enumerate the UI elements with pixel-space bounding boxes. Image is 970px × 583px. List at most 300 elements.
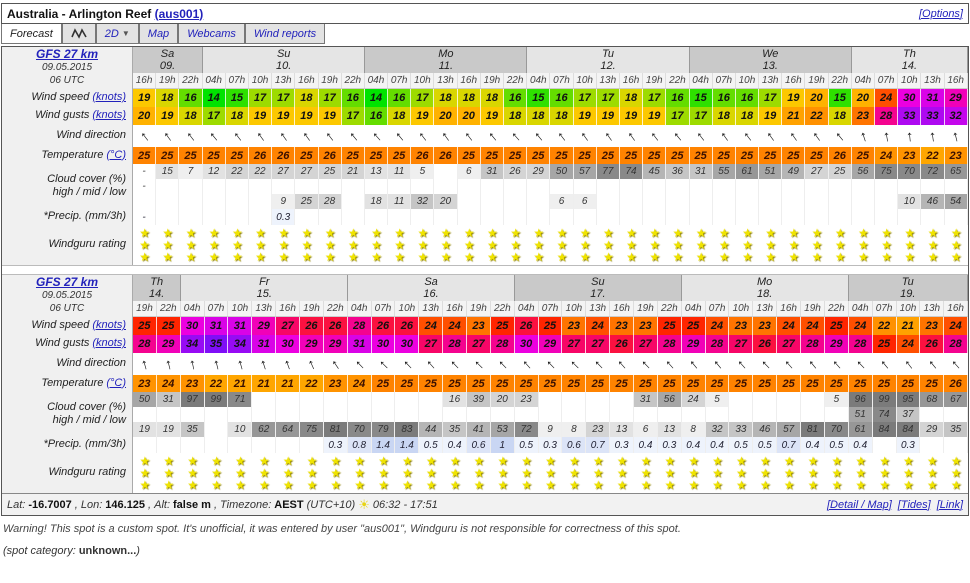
temperature-cell: 25 [852, 147, 875, 164]
wind-direction-arrow-icon: ↑ [589, 355, 607, 373]
rating-cell [777, 453, 801, 493]
hour-header-row [133, 301, 968, 317]
temperature-cell: 25 [491, 375, 515, 392]
cloud-low-cell: 57 [777, 422, 801, 437]
wind-direction-cell [515, 353, 539, 375]
rating-stars [533, 227, 544, 263]
star-icon: ★ [354, 478, 366, 492]
tab-graph[interactable] [62, 24, 96, 44]
rating-stars [307, 455, 318, 491]
tab-map[interactable]: Map [139, 24, 178, 44]
star-icon: ★ [926, 466, 938, 480]
precip-cell [179, 209, 202, 225]
tab-webcams[interactable]: Webcams [178, 24, 245, 44]
cloud-mid-cell [753, 407, 777, 422]
star-icon: ★ [831, 478, 843, 492]
star-icon: ★ [162, 226, 174, 240]
star-icon: ★ [231, 250, 243, 264]
rating-cell [342, 225, 365, 265]
rating-cell [597, 225, 620, 265]
wind-direction-cell [504, 125, 527, 147]
star-icon: ★ [626, 226, 637, 240]
wind-gusts-cell: 34 [181, 335, 205, 353]
precip-label [2, 436, 132, 452]
precip-cell [342, 209, 365, 225]
rating-stars [951, 455, 962, 491]
precip-cell: - [133, 209, 156, 225]
star-icon: ★ [602, 226, 614, 240]
hour-cell: 13h [759, 73, 782, 88]
cloud-mid-cell [829, 179, 852, 194]
rating-stars [858, 227, 869, 263]
hour-cell: 16h [777, 301, 801, 316]
precip-cell [920, 437, 944, 453]
link-link[interactable]: [Link] [936, 498, 963, 511]
wind-speed-row [133, 317, 968, 335]
precip-cell [550, 209, 573, 225]
wind-speed-cell: 23 [562, 317, 586, 335]
cloud-low-cell: 6 [634, 422, 658, 437]
star-icon: ★ [926, 454, 938, 468]
hour-cell: 22h [491, 301, 515, 316]
cloud-mid-cell [481, 179, 504, 194]
hour-cell: 19h [467, 301, 491, 316]
hour-cell: 19h [156, 73, 179, 88]
temperature-cell: 25 [203, 147, 226, 164]
star-icon: ★ [234, 478, 246, 492]
rating-stars [855, 455, 866, 491]
rating-cell [658, 453, 682, 493]
star-icon: ★ [664, 466, 676, 480]
wind-speed-cell: 15 [829, 89, 852, 107]
hour-cell: 07h [226, 73, 249, 88]
star-icon: ★ [231, 226, 243, 240]
hour-cell: 04h [682, 301, 706, 316]
cloud-high-cell [372, 392, 396, 407]
tides-link[interactable]: [Tides] [897, 498, 931, 511]
temperature-cell: 25 [481, 147, 504, 164]
hour-cell: 22h [342, 73, 365, 88]
cloud-high-cell: 12 [203, 164, 226, 179]
wind-direction-cell [348, 353, 372, 375]
rating-cell [388, 225, 411, 265]
star-icon: ★ [903, 454, 914, 468]
wind-direction-arrow-icon: ↑ [159, 126, 176, 146]
rating-stars [641, 455, 652, 491]
forecast-data-area [133, 275, 968, 493]
rating-cell [610, 453, 634, 493]
temperature-cell: 25 [597, 147, 620, 164]
wind-direction-cell [829, 125, 852, 147]
wind-speed-cell: 15 [527, 89, 550, 107]
wind-direction-cell [203, 125, 226, 147]
star-icon: ★ [640, 478, 652, 492]
rating-stars [464, 227, 475, 263]
rating-cell [562, 453, 586, 493]
hour-cell: 16h [276, 301, 300, 316]
detail-map-link[interactable]: [Detail / Map] [826, 498, 892, 511]
star-icon: ★ [950, 238, 962, 252]
rating-cell [898, 225, 921, 265]
star-icon: ★ [301, 250, 313, 264]
precip-cell [504, 209, 527, 225]
cloud-low-cell [504, 194, 527, 209]
cloud-high-cell: 45 [643, 164, 666, 179]
rating-stars [497, 455, 508, 491]
rating-cell [157, 453, 181, 493]
wind-direction-cell [586, 353, 610, 375]
rating-label [2, 224, 132, 264]
rating-stars [209, 227, 220, 263]
wind-direction-cell [491, 353, 515, 375]
precip-cell [945, 209, 968, 225]
wind-gusts-label-unit-link[interactable]: (knots) [92, 109, 126, 121]
wind-gusts-cell: 35 [205, 335, 229, 353]
wind-gusts-label-unit-link[interactable]: (knots) [92, 337, 126, 349]
rating-stars [760, 455, 771, 491]
wind-gusts-cell: 30 [515, 335, 539, 353]
cloud-mid-cell [181, 407, 205, 422]
wind-gusts-cell: 28 [443, 335, 467, 353]
rating-cell [372, 453, 396, 493]
model-link[interactable]: GFS 27 km [35, 47, 99, 61]
wind-direction-arrow-icon: ↑ [252, 126, 269, 146]
star-icon: ★ [695, 250, 707, 264]
wind-gusts-cell: 18 [226, 107, 249, 125]
cloud-low-cell: 41 [467, 422, 491, 437]
star-icon: ★ [927, 250, 939, 264]
wind-direction-cell [205, 353, 229, 375]
rating-cell [226, 225, 249, 265]
wind-gusts-cell: 26 [920, 335, 944, 353]
wind-speed-cell: 23 [920, 317, 944, 335]
cloud-low-cell [829, 194, 852, 209]
wind-speed-cell: 18 [434, 89, 457, 107]
wind-gusts-cell: 18 [550, 107, 573, 125]
day-name: Fr [259, 276, 270, 288]
cloud-low-cell [713, 194, 736, 209]
rating-stars [162, 227, 173, 263]
rating-cell [443, 453, 467, 493]
cloud-mid-cell [228, 407, 252, 422]
star-icon: ★ [695, 238, 707, 252]
rating-stars [603, 227, 614, 263]
cloud-high-cell: 70 [898, 164, 921, 179]
cloud-mid-cell [736, 179, 759, 194]
wind-speed-cell: 26 [324, 317, 348, 335]
star-icon: ★ [855, 466, 867, 480]
cloud-high-cell: 36 [666, 164, 689, 179]
star-icon: ★ [736, 466, 747, 480]
temperature-label-unit-link[interactable]: (°C) [106, 376, 126, 389]
cloud-mid-cell [491, 407, 515, 422]
wind-gusts-cell: 28 [875, 107, 898, 125]
tab-forecast[interactable]: Forecast [1, 24, 62, 44]
hour-cell: 22h [179, 73, 202, 88]
precip-cell [690, 209, 713, 225]
rating-stars [394, 227, 405, 263]
hour-cell: 07h [388, 73, 411, 88]
cloud-mid-cell [643, 179, 666, 194]
rating-cell [753, 453, 777, 493]
temperature-cell: 25 [736, 147, 759, 164]
rating-stars [831, 455, 842, 491]
cloud-low-cell: 8 [562, 422, 586, 437]
cloud-mid-cell [690, 179, 713, 194]
star-icon: ★ [521, 466, 533, 480]
rating-stars [879, 455, 890, 491]
star-icon: ★ [950, 226, 962, 240]
precip-cell: 0.5 [825, 437, 849, 453]
utc-offset: (UTC+10) [306, 498, 356, 511]
star-icon: ★ [736, 454, 747, 468]
wind-gusts-cell: 24 [897, 335, 921, 353]
wind-speed-cell: 31 [921, 89, 944, 107]
rating-cell [897, 453, 921, 493]
wind-direction-cell [706, 353, 730, 375]
model-run-date: 09.05.2015 [41, 62, 93, 73]
wind-speed-cell: 31 [228, 317, 252, 335]
star-icon: ★ [463, 226, 475, 240]
wind-direction-arrow-icon: ↑ [470, 355, 488, 373]
cloud-low-cell: 44 [419, 422, 443, 437]
star-icon: ★ [440, 226, 452, 240]
temperature-cell: 25 [782, 147, 805, 164]
wind-speed-cell: 17 [759, 89, 782, 107]
tab-wind-reports[interactable]: Wind reports [245, 24, 325, 44]
rating-stars [835, 227, 846, 263]
star-icon: ★ [330, 466, 342, 480]
temperature-row [133, 375, 968, 392]
wind-direction-label [2, 124, 132, 146]
wind-gusts-label [2, 106, 132, 124]
wind-direction-arrow-icon: ↑ [163, 354, 175, 374]
cloud-high-cell: 99 [205, 392, 229, 407]
temperature-cell: 25 [920, 375, 944, 392]
cloud-low-cell: 23 [586, 422, 610, 437]
rating-cell [550, 225, 573, 265]
wind-speed-cell: 25 [157, 317, 181, 335]
rating-stars [719, 227, 730, 263]
star-icon: ★ [879, 478, 890, 492]
wind-direction-cell [481, 125, 504, 147]
wind-speed-label-unit-link[interactable]: (knots) [92, 319, 126, 331]
model-link[interactable]: GFS 27 km [35, 275, 99, 289]
wind-gusts-cell: 27 [777, 335, 801, 353]
star-icon: ★ [162, 238, 174, 252]
hour-cell: 16h [945, 73, 968, 88]
precip-label-text: *Precip. (mm/3h) [43, 438, 126, 450]
star-icon: ★ [208, 226, 220, 240]
cloud-mid-cell [562, 407, 586, 422]
rating-cell [805, 225, 828, 265]
wind-gusts-cell: 18 [504, 107, 527, 125]
rating-cell [801, 453, 825, 493]
wind-speed-cell: 23 [467, 317, 491, 335]
cloud-high-cell: 74 [620, 164, 643, 179]
cloud-mid-cell [205, 407, 229, 422]
rating-stars [812, 227, 823, 263]
star-icon: ★ [371, 250, 382, 264]
wind-direction-arrow-icon: ↑ [298, 126, 315, 146]
spot-category-value: unknown... [78, 545, 137, 557]
rating-cell [945, 225, 968, 265]
cloud-low-cell: 84 [897, 422, 921, 437]
cloud-low-cell [690, 194, 713, 209]
day-header-cell [181, 275, 348, 301]
cloud-low-cell: 18 [365, 194, 388, 209]
wind-direction-cell [634, 353, 658, 375]
wind-direction-cell [875, 125, 898, 147]
lat-label: Lat: [7, 498, 26, 511]
cloud-high-cell [801, 392, 825, 407]
model-run-date: 09.05.2015 [41, 290, 93, 301]
star-icon: ★ [742, 250, 753, 264]
wind-direction-cell [643, 125, 666, 147]
star-icon: ★ [306, 466, 318, 480]
star-icon: ★ [903, 478, 914, 492]
hour-cell: 10h [736, 73, 759, 88]
rating-cell [458, 225, 481, 265]
cloud-mid-cell [515, 407, 539, 422]
precip-cell [133, 437, 157, 453]
wind-direction-cell [133, 125, 156, 147]
wind-gusts-cell: 27 [467, 335, 491, 353]
wind-direction-arrow-icon: ↑ [182, 126, 200, 146]
cloud-low-cell: 53 [491, 422, 515, 437]
wind-direction-cell [372, 353, 396, 375]
star-icon: ★ [497, 454, 509, 468]
temperature-cell: 25 [467, 375, 491, 392]
wind-speed-label-unit-link[interactable]: (knots) [92, 91, 126, 103]
star-icon: ★ [950, 454, 962, 468]
temperature-label-unit-link[interactable]: (°C) [106, 148, 126, 161]
star-icon: ★ [881, 238, 892, 252]
rating-cell [491, 453, 515, 493]
rating-cell [295, 225, 318, 265]
precip-label-text: *Precip. (mm/3h) [43, 210, 126, 222]
rating-stars [259, 455, 270, 491]
wind-speed-cell: 24 [849, 317, 873, 335]
rating-stars [788, 227, 799, 263]
cloud-low-cell [249, 194, 272, 209]
hour-cell: 22h [829, 73, 852, 88]
rating-cell [873, 453, 897, 493]
temperature-cell: 25 [897, 375, 921, 392]
star-icon: ★ [231, 238, 243, 252]
cloud-low-cell: 13 [658, 422, 682, 437]
cloud-low-cell [805, 194, 828, 209]
cloud-low-cell [133, 194, 156, 209]
cloud-mid-cell [620, 179, 643, 194]
cloud-high-cell: 24 [682, 392, 706, 407]
temperature-cell: 25 [527, 147, 550, 164]
cloud-low-cell: 11 [388, 194, 411, 209]
precip-cell [736, 209, 759, 225]
tab-2d[interactable]: 2D ▼ [96, 24, 139, 44]
model-info-cell [2, 47, 132, 88]
wind-direction-arrow-icon: ↑ [518, 355, 536, 373]
cloud-low-cell: 84 [873, 422, 897, 437]
model-run-utc: 06 UTC [49, 303, 85, 314]
cloud-low-cell [156, 194, 179, 209]
cloud-mid-cell [801, 407, 825, 422]
wind-direction-cell [434, 125, 457, 147]
cloud-high-cell: 25 [829, 164, 852, 179]
cloud-mid-cell [226, 179, 249, 194]
wind-speed-cell: 28 [348, 317, 372, 335]
cloud-high-cell: 57 [574, 164, 597, 179]
star-icon: ★ [602, 238, 614, 252]
wind-gusts-cell: 17 [690, 107, 713, 125]
wind-speed-cell: 17 [574, 89, 597, 107]
star-icon: ★ [858, 250, 869, 264]
star-icon: ★ [831, 466, 843, 480]
cloud-high-cell [586, 392, 610, 407]
wind-gusts-cell: 29 [825, 335, 849, 353]
spot-id-link[interactable]: (aus001) [154, 6, 204, 21]
precip-cell [458, 209, 481, 225]
wind-direction-cell [342, 125, 365, 147]
temperature-cell: 25 [515, 375, 539, 392]
hour-cell: 07h [706, 301, 730, 316]
star-icon: ★ [330, 454, 342, 468]
rating-stars [330, 455, 341, 491]
timezone-label: Timezone: [220, 498, 272, 511]
wind-speed-cell: 16 [179, 89, 202, 107]
temperature-cell: 25 [634, 375, 658, 392]
cloud-mid-cell [539, 407, 563, 422]
hour-cell: 22h [666, 73, 689, 88]
rating-stars [354, 455, 365, 491]
wind-direction-cell [713, 125, 736, 147]
cloud-high-cell: 16 [443, 392, 467, 407]
temperature-cell: 25 [610, 375, 634, 392]
star-icon: ★ [811, 226, 823, 240]
rating-stars [664, 455, 675, 491]
cloud-mid-cell [610, 407, 634, 422]
wind-gusts-cell: 19 [620, 107, 643, 125]
hour-cell: 04h [348, 301, 372, 316]
star-icon: ★ [855, 478, 867, 492]
cloud-low-cell [875, 194, 898, 209]
options-link[interactable]: [Options] [918, 7, 963, 20]
precip-cell [852, 209, 875, 225]
wind-direction-arrow-icon: ↑ [947, 355, 965, 373]
cloud-mid-cell [295, 179, 318, 194]
wind-direction-arrow-icon: ↑ [494, 355, 512, 373]
star-icon: ★ [718, 238, 730, 252]
cloud-mid-cell [348, 407, 372, 422]
cloud-high-cell: 13 [365, 164, 388, 179]
cloud-low-cell: 19 [157, 422, 181, 437]
star-icon: ★ [858, 238, 869, 252]
star-icon: ★ [324, 250, 336, 264]
precip-cell [481, 209, 504, 225]
wind-direction-arrow-icon: ↑ [351, 355, 369, 373]
temperature-cell: 25 [342, 147, 365, 164]
wind-direction-cell [272, 125, 295, 147]
forecast-data-area [133, 47, 968, 265]
wind-speed-cell: 24 [443, 317, 467, 335]
cloud-low-cell: 62 [252, 422, 276, 437]
wind-direction-cell [156, 125, 179, 147]
star-icon: ★ [163, 454, 175, 468]
day-date: 17. [590, 288, 606, 300]
temperature-cell: 25 [388, 147, 411, 164]
cloud-mid-cell: 51 [849, 407, 873, 422]
wind-speed-cell: 20 [805, 89, 828, 107]
